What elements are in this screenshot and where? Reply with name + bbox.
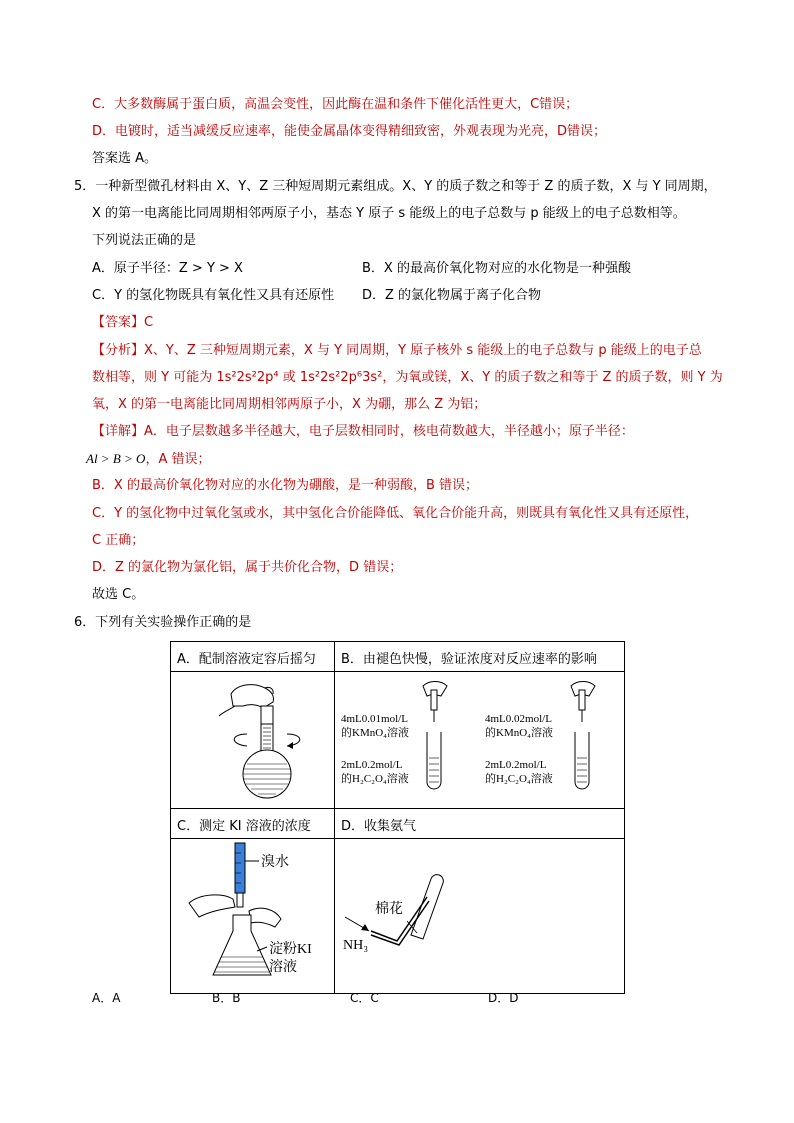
- b-right-bot-label-2: 的H₂C₂O₄溶液: [485, 773, 553, 785]
- q5-stem-line-3: 下列说法正确的是: [92, 233, 197, 248]
- caption-a: A．配制溶液定容后摇匀: [177, 652, 316, 667]
- q6-stem: 6．下列有关实验操作正确的是: [74, 615, 252, 630]
- ammonia-collection-figure: [335, 839, 625, 989]
- q5-detail-line-4: C．Y 的氢化物中过氧化氢或水，其中氢化合价能降低、氧化合价能升高，则既具有氧化性又具有还原性，: [92, 506, 699, 521]
- cell-c-caption: [171, 809, 335, 839]
- q6-choice-d: D．D: [488, 991, 519, 1005]
- detail-text-2: ，A 错误；: [145, 452, 211, 467]
- q4-option-c-explanation: C．大多数酶属于蛋白质，高温会变性，因此酶在温和条件下催化活性更大，C错误；: [92, 97, 579, 112]
- d-cotton-label: 棉花: [375, 902, 403, 917]
- q5-option-a: A．原子半径：Z > Y > X: [92, 261, 243, 276]
- b-left-bot-label-1: 2mL0.2mol/L: [341, 759, 403, 771]
- b-left-top-label-2: 的KMnO₄溶液: [341, 727, 410, 739]
- q5-stem-line-1: 5．一种新型微孔材料由 X、Y、Z 三种短周期元素组成。X、Y 的质子数之和等于 Z 的质子数，X 与 Y 同周期，: [74, 179, 717, 194]
- experiment-table: [170, 641, 625, 994]
- q5-analysis-line-1: [92, 342, 702, 360]
- q5-detail-line-2: [86, 450, 210, 469]
- cell-b-caption: [335, 642, 625, 672]
- caption-c: C．测定 KI 溶液的浓度: [177, 819, 311, 834]
- analysis-label: 【分析】: [92, 343, 145, 358]
- b-right-top-label-2: 的KMnO₄溶液: [485, 727, 554, 739]
- q5-answer-line: [92, 314, 153, 332]
- q5-detail-line-5: C 正确；: [92, 533, 145, 548]
- q5-option-b: B．X 的最高价氧化物对应的水化物是一种强酸: [362, 261, 631, 276]
- cell-a-caption: [171, 642, 335, 672]
- cell-b-figure: [335, 672, 625, 809]
- cell-a-figure: [171, 672, 335, 809]
- titration-figure: [171, 839, 335, 989]
- cell-d-caption: [335, 809, 625, 839]
- q5-option-c: C．Y 的氢化物既具有氧化性又具有还原性: [92, 288, 335, 303]
- q5-detail-line-3: B．X 的最高价氧化物对应的水化物为硼酸，是一种弱酸，B 错误；: [92, 478, 479, 493]
- radius-formula: Al > B > O: [86, 451, 146, 466]
- b-right-bot-label-1: 2mL0.2mol/L: [485, 759, 547, 771]
- analysis-text-1: X、Y、Z 三种短周期元素，X 与 Y 同周期，Y 原子核外 s 能级上的电子总数与 p 能级上的电子总: [144, 343, 702, 358]
- b-right-top-label-1: 4mL0.02mol/L: [485, 713, 552, 725]
- b-left-bot-label-2: 的H₂C₂O₄溶液: [341, 773, 409, 785]
- answer-label: 【答案】: [92, 315, 145, 330]
- c-flask-label-2: 溶液: [269, 960, 297, 975]
- q5-option-d: D．Z 的氯化物属于离子化合物: [362, 288, 542, 303]
- d-nh3-label: NH₃: [343, 938, 369, 953]
- detail-label: 【详解】: [92, 424, 145, 439]
- cell-d-figure: [335, 839, 625, 994]
- detail-text-1: A．电子层数越多半径越大，电子层数相同时，核电荷数越大，半径越小；原子半径：: [144, 424, 634, 439]
- q4-answer-choice: 答案选 A。: [92, 151, 158, 166]
- q6-choice-a: A．A: [92, 991, 121, 1005]
- cell-c-figure: [171, 839, 335, 994]
- q5-final-answer: 故选 C。: [92, 587, 145, 602]
- q5-stem-line-2: X 的第一电离能比同周期相邻两原子小，基态 Y 原子 s 能级上的电子总数与 p 能级上的电子总数相等。: [92, 206, 686, 221]
- c-burette-label: 溴水: [261, 855, 289, 870]
- volumetric-flask-figure: [171, 672, 335, 804]
- q6-choice-b: B．B: [212, 991, 241, 1005]
- c-flask-label-1: 淀粉KI: [269, 942, 312, 957]
- q5-detail-line-6: D．Z 的氯化物为氯化铝，属于共价化合物，D 错误；: [92, 560, 403, 575]
- q5-detail-line-1: [92, 423, 634, 441]
- test-tube-comparison-figure: [335, 672, 625, 804]
- q5-analysis-line-2: 数相等，则 Y 可能为 1s²2s²2p⁴ 或 1s²2s²2p⁶3s²，为氧或镁，X、Y 的质子数之和等于 Z 的质子数，则 Y 为: [92, 370, 723, 385]
- caption-b: B．由褪色快慢，验证浓度对反应速率的影响: [341, 652, 597, 667]
- caption-d: D．收集氨气: [341, 819, 417, 834]
- answer-value: C: [144, 315, 154, 330]
- b-left-top-label-1: 4mL0.01mol/L: [341, 713, 408, 725]
- q6-choice-c: C．C: [350, 991, 379, 1005]
- q5-analysis-line-3: 氧，X 的第一电离能比同周期相邻两原子小，X 为硼，那么 Z 为铝；: [92, 397, 487, 412]
- q4-option-d-explanation: D．电镀时，适当减缓反应速率，能使金属晶体变得精细致密，外观表现为光亮，D错误；: [92, 124, 607, 139]
